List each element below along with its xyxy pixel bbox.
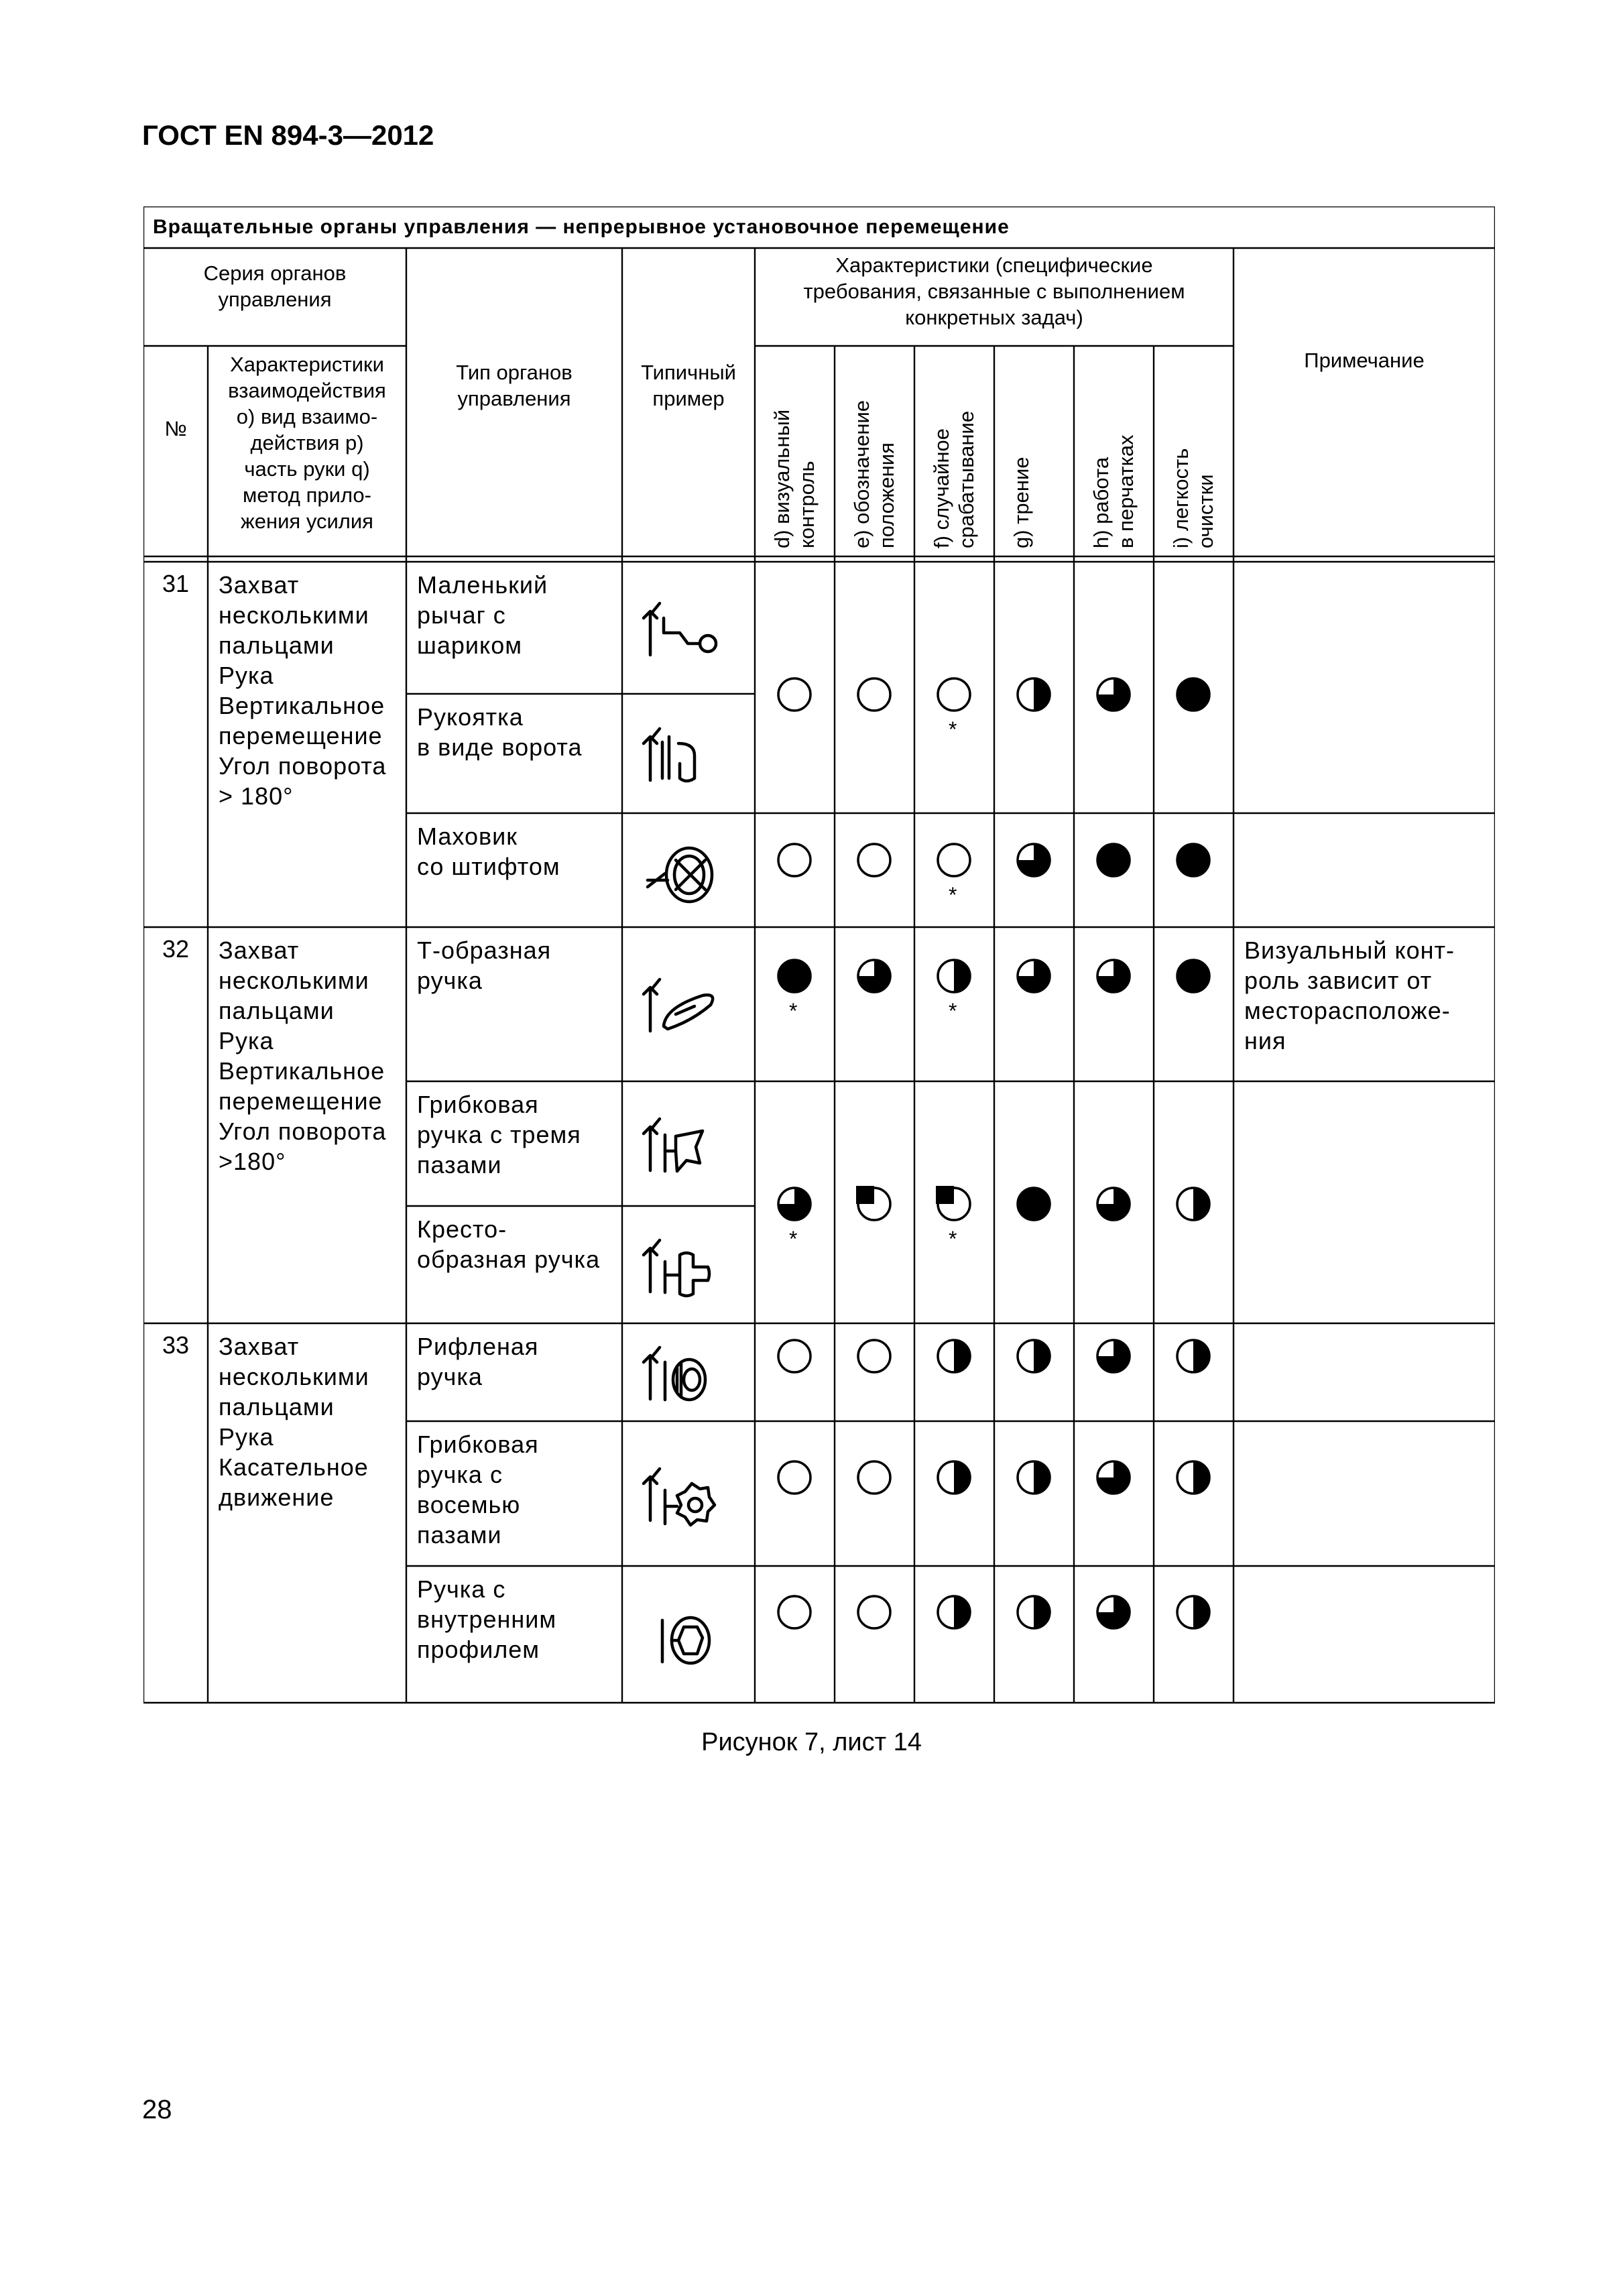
control-type-small-crank-with-ball: Маленький рычаг с шариком xyxy=(417,571,548,659)
header-characteristics-group: Характеристики (специфические требования, связанные с выполнением конкретных задач) xyxy=(803,253,1185,329)
asterisk-32-1-d: * xyxy=(789,999,798,1023)
asterisk-32-1-f: * xyxy=(949,999,957,1023)
header-characteristic-g: g) трение xyxy=(1010,457,1033,548)
rating-32-1-d-full-icon xyxy=(776,958,813,994)
rating-33-1-i-half-icon xyxy=(1175,1338,1211,1374)
rating-31-1-g-half-icon xyxy=(1016,676,1052,713)
group-31-interaction: Захват несколькими пальцами Рука Вертикальное перемещение Угол поворота > 180° xyxy=(219,571,387,810)
header-characteristic-d: d) визуальный контроль xyxy=(770,409,819,548)
rating-33-2-e-empty-icon xyxy=(856,1459,892,1496)
rating-32-2-f-quarter-icon xyxy=(936,1186,972,1222)
group-33-number: 33 xyxy=(162,1331,190,1359)
document-code: ГОСТ EN 894-3—2012 xyxy=(142,119,434,151)
control-type-cross-knob: Кресто- образная ручка xyxy=(417,1215,601,1273)
rating-31-2-f-empty-icon xyxy=(936,842,972,878)
rating-31-2-e-empty-icon xyxy=(856,842,892,878)
asterisk-31-1-f: * xyxy=(949,717,957,741)
remark-32-2 xyxy=(1234,1081,1495,1323)
small-crank-with-ball-icon xyxy=(638,591,725,665)
rating-31-1-i-full-icon xyxy=(1175,676,1211,713)
group-33-interaction: Захват несколькими пальцами Рука Касательное движение xyxy=(219,1333,369,1511)
rating-31-1-h-three-quarter-icon xyxy=(1095,676,1132,713)
control-type-winch-handle: Рукоятка в виде ворота xyxy=(417,703,583,761)
handwheel-with-pin-icon xyxy=(638,833,725,907)
remark-33-2 xyxy=(1234,1421,1495,1566)
rating-31-1-e-empty-icon xyxy=(856,676,892,713)
three-lobe-knob-icon xyxy=(638,1107,725,1181)
rating-31-1-d-empty-icon xyxy=(776,676,813,713)
header-series-group: Серия органов управления xyxy=(203,261,347,311)
rating-33-1-h-three-quarter-icon xyxy=(1095,1338,1132,1374)
header-characteristic-f: f) случайное срабатывание xyxy=(930,410,978,548)
asterisk-32-2-f: * xyxy=(949,1227,957,1251)
rating-33-3-g-half-icon xyxy=(1016,1594,1052,1630)
control-type-three-lobe-knob: Грибковая ручка с тремя пазами xyxy=(417,1091,581,1179)
t-handle-icon xyxy=(638,967,725,1041)
cross-knob-icon xyxy=(638,1228,725,1302)
rating-32-2-h-three-quarter-icon xyxy=(1095,1186,1132,1222)
rating-32-1-e-three-quarter-icon xyxy=(856,958,892,994)
control-type-t-handle: Т-образная ручка xyxy=(417,936,552,994)
rating-33-3-f-half-icon xyxy=(936,1594,972,1630)
rating-32-1-i-full-icon xyxy=(1175,958,1211,994)
remark-31-2 xyxy=(1234,813,1495,927)
rating-32-2-i-half-icon xyxy=(1175,1186,1211,1222)
inner-profile-knob-icon xyxy=(638,1597,725,1671)
group-32-interaction: Захват несколькими пальцами Рука Вертикальное перемещение Угол поворота >180° xyxy=(219,936,387,1175)
asterisk-31-2-f: * xyxy=(949,883,957,907)
rating-32-2-e-quarter-icon xyxy=(856,1186,892,1222)
rating-33-3-i-half-icon xyxy=(1175,1594,1211,1630)
rating-33-2-i-half-icon xyxy=(1175,1459,1211,1496)
winch-handle-icon xyxy=(638,717,725,790)
remark-31-1 xyxy=(1234,562,1495,813)
rating-32-1-h-three-quarter-icon xyxy=(1095,958,1132,994)
rating-33-1-e-empty-icon xyxy=(856,1338,892,1374)
eight-lobe-knob-icon xyxy=(638,1457,725,1530)
header-characteristic-h: h) работа в перчатках xyxy=(1089,434,1138,548)
group-32-number: 32 xyxy=(162,935,190,963)
rating-31-2-g-three-quarter-icon xyxy=(1016,842,1052,878)
rating-32-2-d-three-quarter-icon xyxy=(776,1186,813,1222)
header-typical-example: Типичный пример xyxy=(641,361,736,410)
figure-caption: Рисунок 7, лист 14 xyxy=(701,1728,922,1756)
remark-33-1 xyxy=(1234,1323,1495,1421)
rating-32-1-f-half-icon xyxy=(936,958,972,994)
rating-33-3-d-empty-icon xyxy=(776,1594,813,1630)
rating-31-2-i-full-icon xyxy=(1175,842,1211,878)
table-title: Вращательные органы управления — непрерывное установочное перемещение xyxy=(153,216,1010,238)
header-number: № xyxy=(164,417,187,440)
rating-33-1-d-empty-icon xyxy=(776,1338,813,1374)
rating-32-1-g-three-quarter-icon xyxy=(1016,958,1052,994)
header-control-type: Тип органов управления xyxy=(456,361,573,410)
control-type-handwheel-with-pin: Маховик со штифтом xyxy=(417,823,560,880)
control-type-inner-profile-knob: Ручка с внутренним профилем xyxy=(417,1575,557,1663)
rating-33-2-h-three-quarter-icon xyxy=(1095,1459,1132,1496)
header-remark: Примечание xyxy=(1304,349,1425,372)
rating-33-1-g-half-icon xyxy=(1016,1338,1052,1374)
control-type-knurled-knob: Рифленая ручка xyxy=(417,1333,539,1390)
header-characteristic-e: e) обозначение положения xyxy=(850,400,898,548)
rating-31-2-h-full-icon xyxy=(1095,842,1132,878)
rating-32-2-g-full-icon xyxy=(1016,1186,1052,1222)
asterisk-32-2-d: * xyxy=(789,1227,798,1251)
rating-33-2-g-half-icon xyxy=(1016,1459,1052,1496)
control-type-eight-lobe-knob: Грибковая ручка с восемью пазами xyxy=(417,1431,539,1549)
controls-table xyxy=(143,206,1495,1708)
rating-33-3-h-three-quarter-icon xyxy=(1095,1594,1132,1630)
knurled-knob-icon xyxy=(638,1335,725,1409)
remark-32-1: Визуальный конт- роль зависит от месторасположе- ния xyxy=(1244,936,1455,1054)
page-number: 28 xyxy=(142,2095,172,2124)
rating-31-2-d-empty-icon xyxy=(776,842,813,878)
rating-33-2-f-half-icon xyxy=(936,1459,972,1496)
rating-33-3-e-empty-icon xyxy=(856,1594,892,1630)
group-31-number: 31 xyxy=(162,570,190,597)
rating-33-1-f-half-icon xyxy=(936,1338,972,1374)
remark-33-3 xyxy=(1234,1566,1495,1703)
rating-31-1-f-empty-icon xyxy=(936,676,972,713)
header-interaction: Характеристики взаимодействия о) вид взаимо- действия р) часть руки q) метод прило- жения усилия xyxy=(228,353,386,533)
header-characteristic-i: i) легкость очистки xyxy=(1169,448,1217,548)
rating-33-2-d-empty-icon xyxy=(776,1459,813,1496)
